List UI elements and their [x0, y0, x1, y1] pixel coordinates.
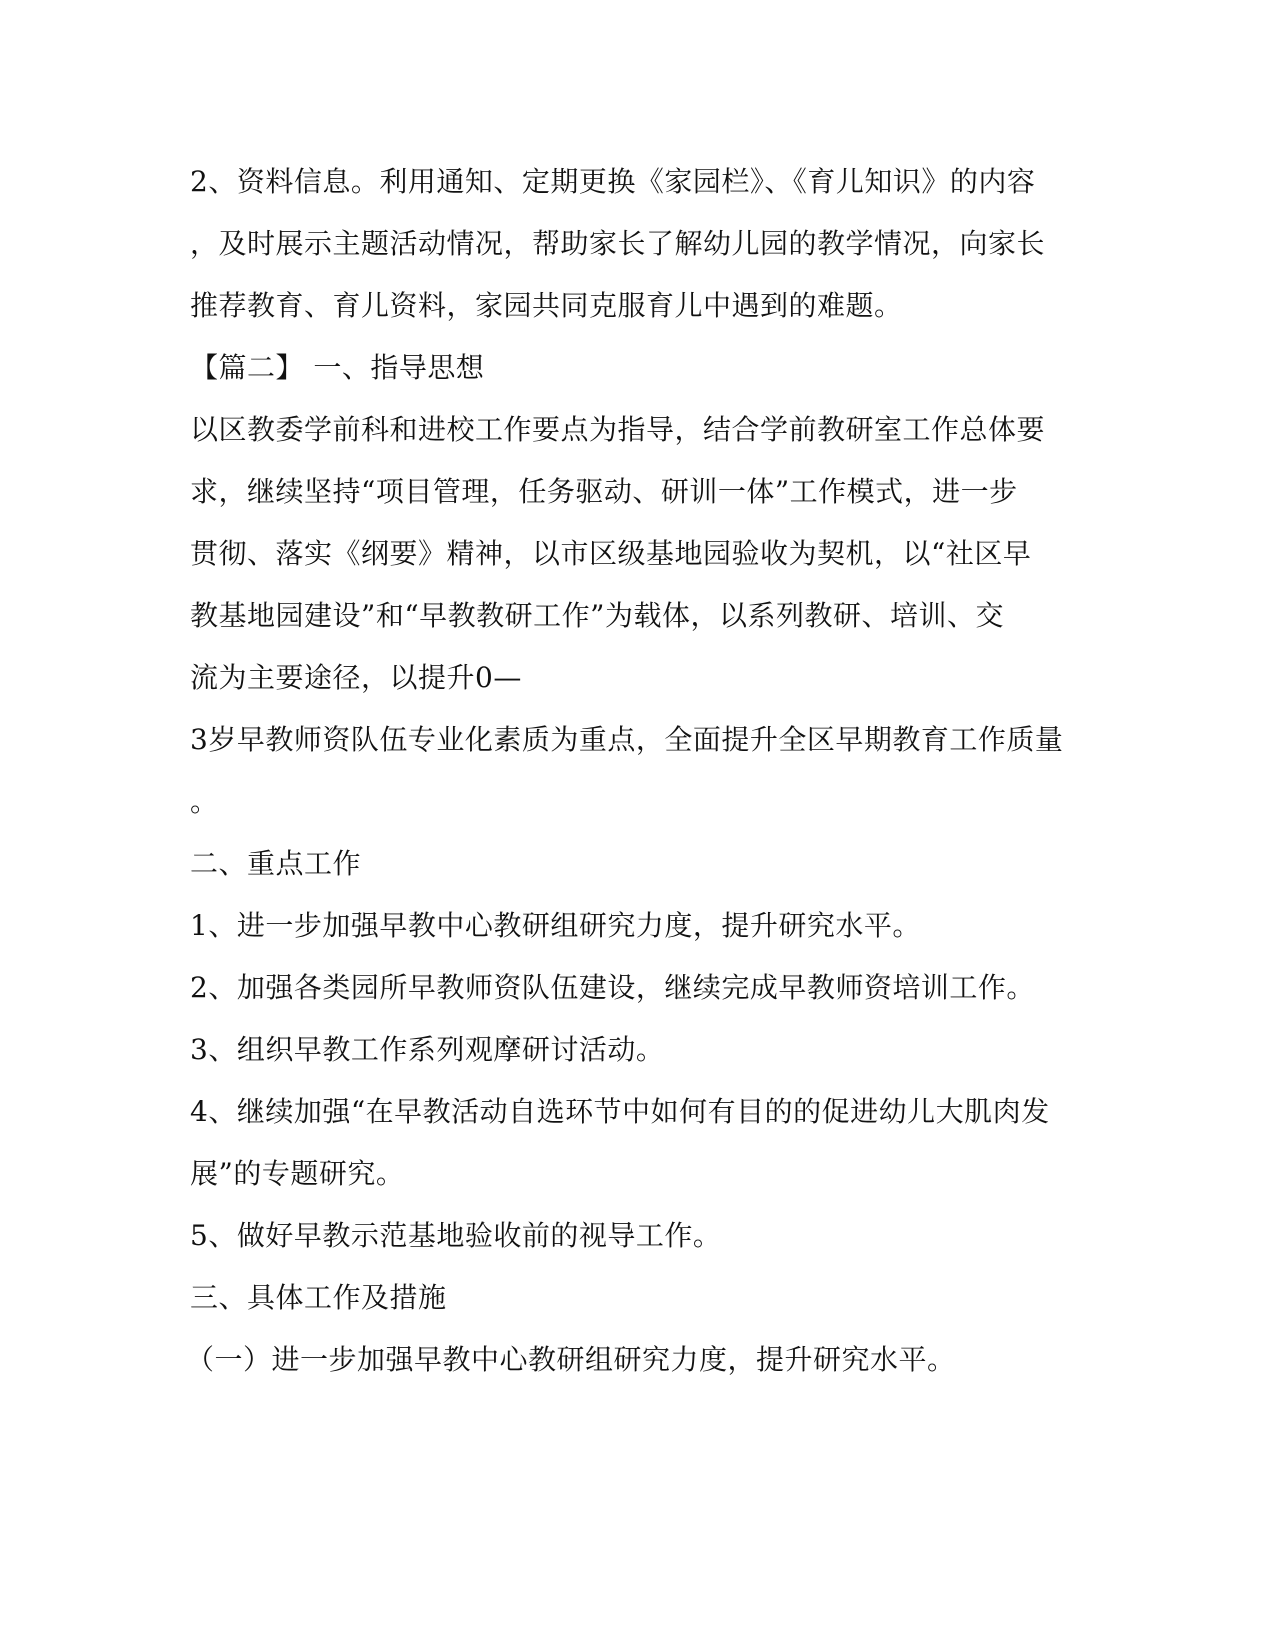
list-item-continuation: 展”的专题研究。 — [190, 1157, 405, 1190]
section-heading: 二、重点工作 — [190, 847, 362, 880]
subsection-heading: （一）进一步加强早教中心教研组研究力度，提升研究水平。 — [186, 1343, 956, 1376]
paragraph-line: 推荐教育、育儿资料，家园共同克服育儿中遇到的难题。 — [190, 289, 903, 322]
section-heading: 三、具体工作及措施 — [190, 1281, 447, 1314]
list-item: 1、进一步加强早教中心教研组研究力度，提升研究水平。 — [190, 909, 921, 942]
list-item: 2、加强各类园所早教师资队伍建设，继续完成早教师资培训工作。 — [190, 971, 1035, 1004]
list-item: 3、组织早教工作系列观摩研讨活动。 — [190, 1033, 665, 1066]
paragraph-line: 教基地园建设”和“早教教研工作”为载体，以系列教研、培训、交 — [190, 599, 1004, 632]
paragraph-line: 3岁早教师资队伍专业化素质为重点，全面提升全区早期教育工作质量 — [190, 723, 1064, 756]
list-item: 5、做好早教示范基地验收前的视导工作。 — [190, 1219, 722, 1252]
paragraph-line: 2、资料信息。利用通知、定期更换《家园栏》、《育儿知识》的内容 — [190, 165, 1036, 198]
paragraph-line: 求，继续坚持“项目管理，任务驱动、研训一体”工作模式，进一步 — [190, 475, 1018, 508]
section-heading: 【篇二】 一、指导思想 — [190, 351, 485, 384]
paragraph-line: ，及时展示主题活动情况，帮助家长了解幼儿园的教学情况，向家长 — [190, 227, 1046, 260]
paragraph-line: 。 — [190, 785, 219, 818]
paragraph-line: 流为主要途径，以提升0— — [190, 661, 522, 694]
paragraph-line: 贯彻、落实《纲要》精神，以市区级基地园验收为契机，以“社区早 — [190, 537, 1032, 570]
paragraph-line: 以区教委学前科和进校工作要点为指导，结合学前教研室工作总体要 — [190, 413, 1046, 446]
list-item: 4、继续加强“在早教活动自选环节中如何有目的的促进幼儿大肌肉发 — [190, 1095, 1050, 1128]
